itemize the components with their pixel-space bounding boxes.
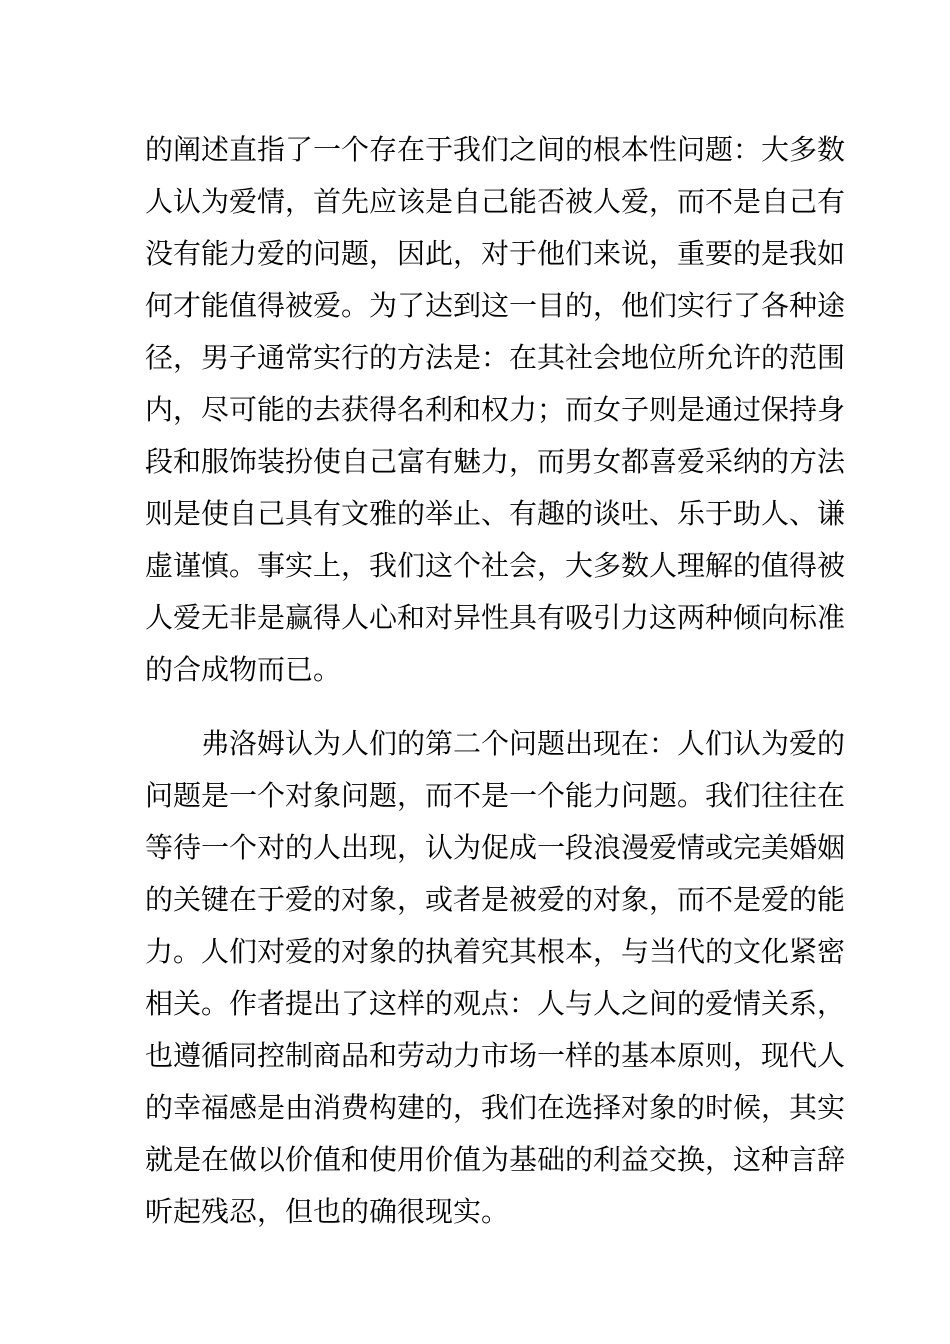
text-line: 的关键在于爱的对象，或者是被爱的对象，而不是爱的能 (145, 883, 846, 916)
text-line: 的阐述直指了一个存在于我们之间的根本性问题：大多数 (145, 133, 846, 166)
text-line: 内，尽可能的去获得名利和权力；而女子则是通过保持身 (145, 393, 846, 426)
text-line: 人爱无非是赢得人心和对异性具有吸引力这两种倾向标准 (145, 601, 846, 634)
text-line: 则是使自己具有文雅的举止、有趣的谈吐、乐于助人、谦 (145, 497, 846, 530)
text-line: 弗洛姆认为人们的第二个问题出现在：人们认为爱的 (145, 727, 846, 760)
text-line: 人认为爱情，首先应该是自己能否被人爱，而不是自己有 (145, 185, 846, 218)
text-line: 听起残忍，但也的确很现实。 (145, 1195, 510, 1228)
text-line: 力。人们对爱的对象的执着究其根本，与当代的文化紧密 (145, 935, 846, 968)
text-line: 相关。作者提出了这样的观点：人与人之间的爱情关系， (145, 987, 846, 1020)
paragraph-1 (145, 124, 846, 696)
text-line: 段和服饰装扮使自己富有魅力，而男女都喜爱采纳的方法 (145, 445, 846, 478)
text-line: 的幸福感是由消费构建的，我们在选择对象的时候，其实 (145, 1091, 846, 1124)
text-line: 何才能值得被爱。为了达到这一目的，他们实行了各种途 (145, 289, 846, 322)
text-line: 径，男子通常实行的方法是：在其社会地位所允许的范围 (145, 341, 846, 374)
paragraph-2 (145, 718, 846, 1238)
text-line: 也遵循同控制商品和劳动力市场一样的基本原则，现代人 (145, 1039, 846, 1072)
text-line: 就是在做以价值和使用价值为基础的利益交换，这种言辞 (145, 1143, 846, 1176)
text-line: 虚谨慎。事实上，我们这个社会，大多数人理解的值得被 (145, 549, 846, 582)
text-line: 的合成物而已。 (145, 653, 342, 686)
text-line: 问题是一个对象问题，而不是一个能力问题。我们往往在 (145, 779, 846, 812)
text-line: 等待一个对的人出现，认为促成一段浪漫爱情或完美婚姻 (145, 831, 846, 864)
text-line: 没有能力爱的问题，因此，对于他们来说，重要的是我如 (145, 237, 846, 270)
